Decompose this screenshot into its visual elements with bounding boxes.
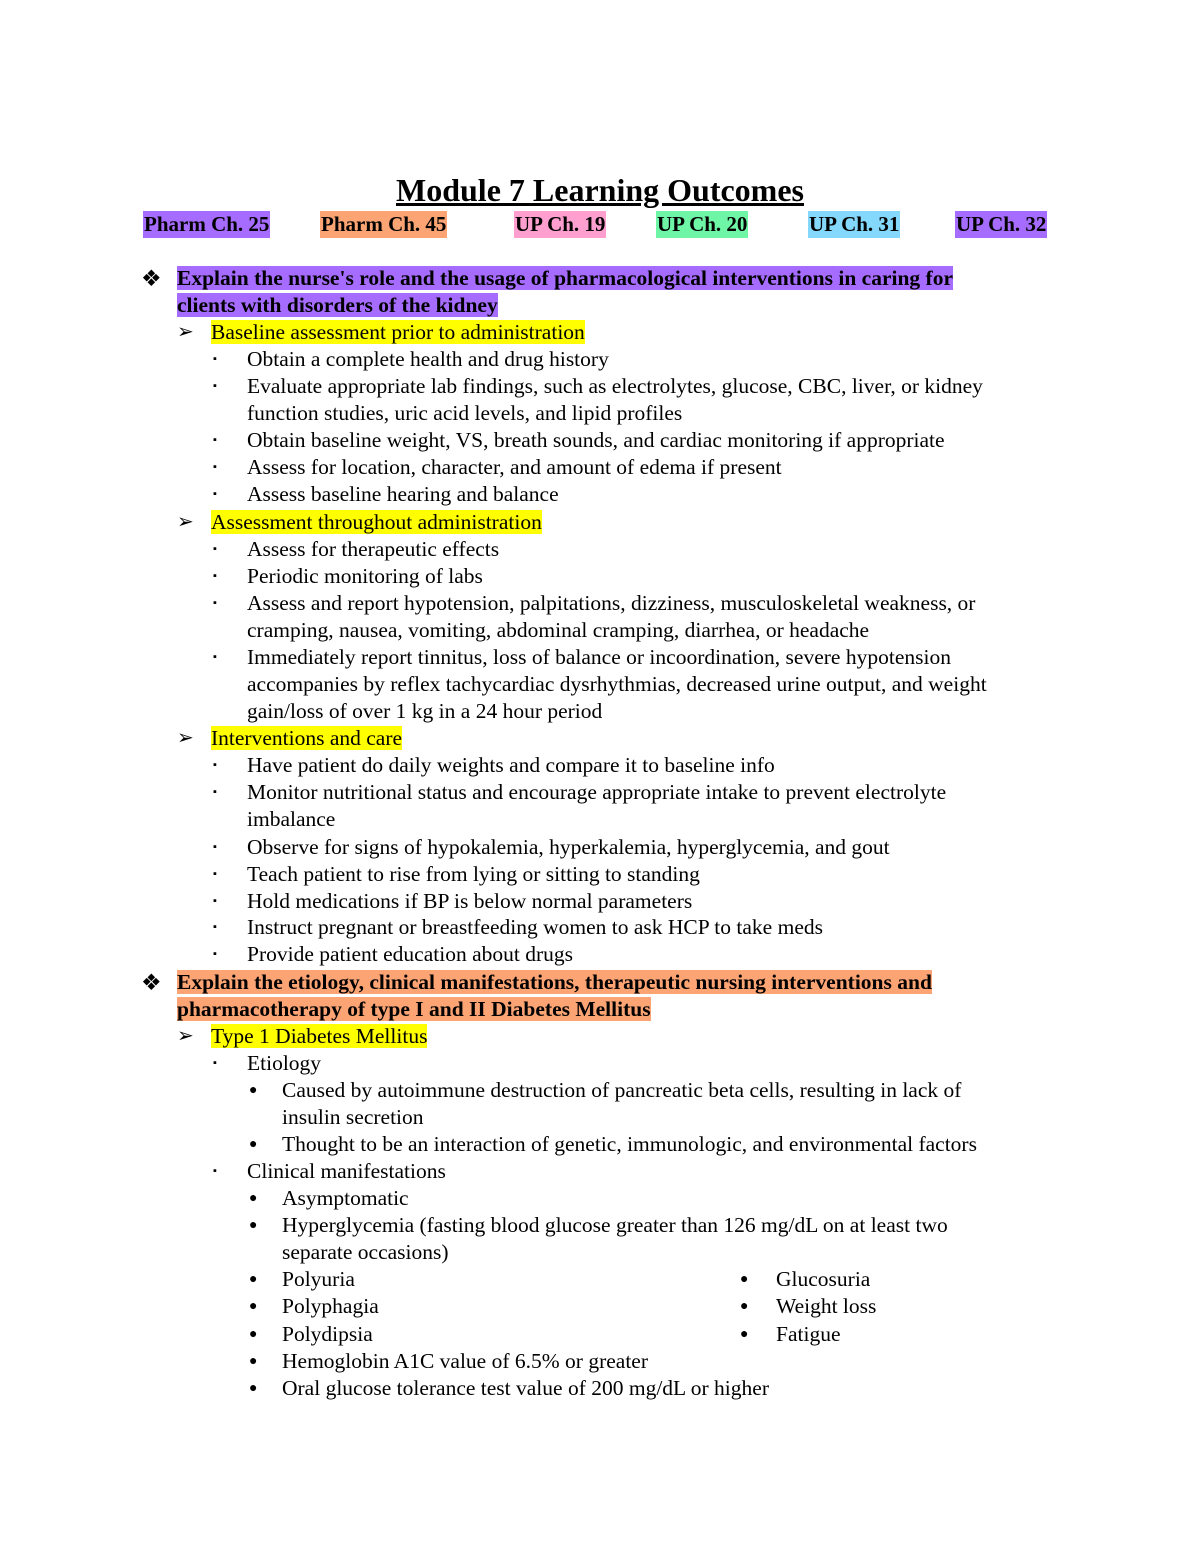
square-bullet-icon: ▪ [213, 868, 217, 880]
round-bullet-icon: ● [249, 1137, 258, 1152]
outcome-heading-line: clients with disorders of the kidney [177, 293, 498, 317]
list-item: Provide patient education about drugs [247, 942, 574, 966]
list-item: accompanies by reflex tachycardiac dysrhythmias, decreased urine output, and weight [247, 672, 987, 696]
section-heading: Type 1 Diabetes Mellitus [211, 1024, 428, 1048]
round-bullet-icon: ● [249, 1327, 258, 1342]
sub-list-item: separate occasions) [282, 1240, 449, 1264]
chapter-tag-up-32: UP Ch. 32 [956, 212, 1047, 236]
diamond-bullet-icon: ❖ [141, 266, 162, 291]
chapter-legend [143, 211, 1058, 239]
sub-list-item: Polyphagia [282, 1294, 379, 1318]
arrow-bullet-icon: ➢ [177, 1025, 194, 1047]
list-item: Instruct pregnant or breastfeeding women to ask HCP to take meds [247, 915, 823, 939]
square-bullet-icon: ▪ [213, 895, 217, 907]
sub-list-item: Weight loss [776, 1294, 877, 1318]
round-bullet-icon: ● [740, 1299, 749, 1314]
sub-list-item: Thought to be an interaction of genetic, immunologic, and environmental factors [282, 1132, 977, 1156]
section-heading: Assessment throughout administration [211, 510, 542, 534]
square-bullet-icon: ▪ [213, 353, 217, 365]
list-item: Etiology [247, 1051, 322, 1075]
chapter-tag-up-20: UP Ch. 20 [657, 212, 748, 236]
round-bullet-icon: ● [249, 1191, 258, 1206]
square-bullet-icon: ▪ [213, 380, 217, 392]
round-bullet-icon: ● [249, 1083, 258, 1098]
sub-list-item: Caused by autoimmune destruction of pancreatic beta cells, resulting in lack of [282, 1078, 962, 1102]
outcome-heading-line: Explain the nurse's role and the usage of pharmacological interventions in caring for [177, 266, 953, 290]
square-bullet-icon: ▪ [213, 786, 217, 798]
list-item: Obtain baseline weight, VS, breath sounds, and cardiac monitoring if appropriate [247, 428, 945, 452]
arrow-bullet-icon: ➢ [177, 727, 194, 749]
square-bullet-icon: ▪ [213, 651, 217, 663]
list-item: Have patient do daily weights and compare it to baseline info [247, 753, 775, 777]
square-bullet-icon: ▪ [213, 434, 217, 446]
square-bullet-icon: ▪ [213, 597, 217, 609]
square-bullet-icon: ▪ [213, 570, 217, 582]
list-item: Clinical manifestations [247, 1159, 446, 1183]
square-bullet-icon: ▪ [213, 461, 217, 473]
chapter-tag-pharm-25: Pharm Ch. 25 [144, 212, 270, 236]
sub-list-item: Polyuria [282, 1267, 355, 1291]
list-item: function studies, uric acid levels, and lipid profiles [247, 401, 683, 425]
square-bullet-icon: ▪ [213, 488, 217, 500]
list-item: Evaluate appropriate lab findings, such as electrolytes, glucose, CBC, liver, or kidney [247, 374, 983, 398]
round-bullet-icon: ● [740, 1327, 749, 1342]
outcome-heading-line: pharmacotherapy of type I and II Diabetes Mellitus [177, 997, 651, 1021]
list-item: Observe for signs of hypokalemia, hyperkalemia, hyperglycemia, and gout [247, 835, 890, 859]
square-bullet-icon: ▪ [213, 948, 217, 960]
section-heading: Interventions and care [211, 726, 403, 750]
square-bullet-icon: ▪ [213, 759, 217, 771]
chapter-tag-pharm-45: Pharm Ch. 45 [321, 212, 447, 236]
list-item: gain/loss of over 1 kg in a 24 hour period [247, 699, 603, 723]
list-item: Assess baseline hearing and balance [247, 482, 559, 506]
chapter-tag-up-31: UP Ch. 31 [809, 212, 900, 236]
list-item: Periodic monitoring of labs [247, 564, 483, 588]
list-item: Hold medications if BP is below normal parameters [247, 889, 693, 913]
sub-list-item: Hemoglobin A1C value of 6.5% or greater [282, 1349, 649, 1373]
list-item: imbalance [247, 807, 336, 831]
round-bullet-icon: ● [249, 1299, 258, 1314]
list-item: Assess and report hypotension, palpitations, dizziness, musculoskeletal weakness, or [247, 591, 976, 615]
list-item: Teach patient to rise from lying or sitting to standing [247, 862, 700, 886]
arrow-bullet-icon: ➢ [177, 511, 194, 533]
outcome-heading-line: Explain the etiology, clinical manifestations, therapeutic nursing interventions and [177, 970, 932, 994]
arrow-bullet-icon: ➢ [177, 321, 194, 343]
sub-list-item: Polydipsia [282, 1322, 373, 1346]
round-bullet-icon: ● [740, 1272, 749, 1287]
sub-list-item: Asymptomatic [282, 1186, 409, 1210]
sub-list-item: Glucosuria [776, 1267, 871, 1291]
sub-list-item: Fatigue [776, 1322, 841, 1346]
square-bullet-icon: ▪ [213, 1165, 217, 1177]
sub-list-item: insulin secretion [282, 1105, 424, 1129]
square-bullet-icon: ▪ [213, 1057, 217, 1069]
round-bullet-icon: ● [249, 1381, 258, 1396]
list-item: Monitor nutritional status and encourage appropriate intake to prevent electrolyte [247, 780, 947, 804]
page-title: Module 7 Learning Outcomes [396, 172, 804, 208]
round-bullet-icon: ● [249, 1272, 258, 1287]
list-item: cramping, nausea, vomiting, abdominal cramping, diarrhea, or headache [247, 618, 870, 642]
diamond-bullet-icon: ❖ [141, 970, 162, 995]
sub-list-item: Oral glucose tolerance test value of 200 mg/dL or higher [282, 1376, 769, 1400]
square-bullet-icon: ▪ [213, 841, 217, 853]
sub-list-item: Hyperglycemia (fasting blood glucose greater than 126 mg/dL on at least two [282, 1213, 948, 1237]
list-item: Assess for therapeutic effects [247, 537, 500, 561]
list-item: Immediately report tinnitus, loss of balance or incoordination, severe hypotension [247, 645, 951, 669]
list-item: Assess for location, character, and amount of edema if present [247, 455, 782, 479]
square-bullet-icon: ▪ [213, 543, 217, 555]
list-item: Obtain a complete health and drug history [247, 347, 609, 371]
round-bullet-icon: ● [249, 1218, 258, 1233]
round-bullet-icon: ● [249, 1354, 258, 1369]
square-bullet-icon: ▪ [213, 921, 217, 933]
section-heading: Baseline assessment prior to administration [211, 320, 585, 344]
chapter-tag-up-19: UP Ch. 19 [515, 212, 606, 236]
